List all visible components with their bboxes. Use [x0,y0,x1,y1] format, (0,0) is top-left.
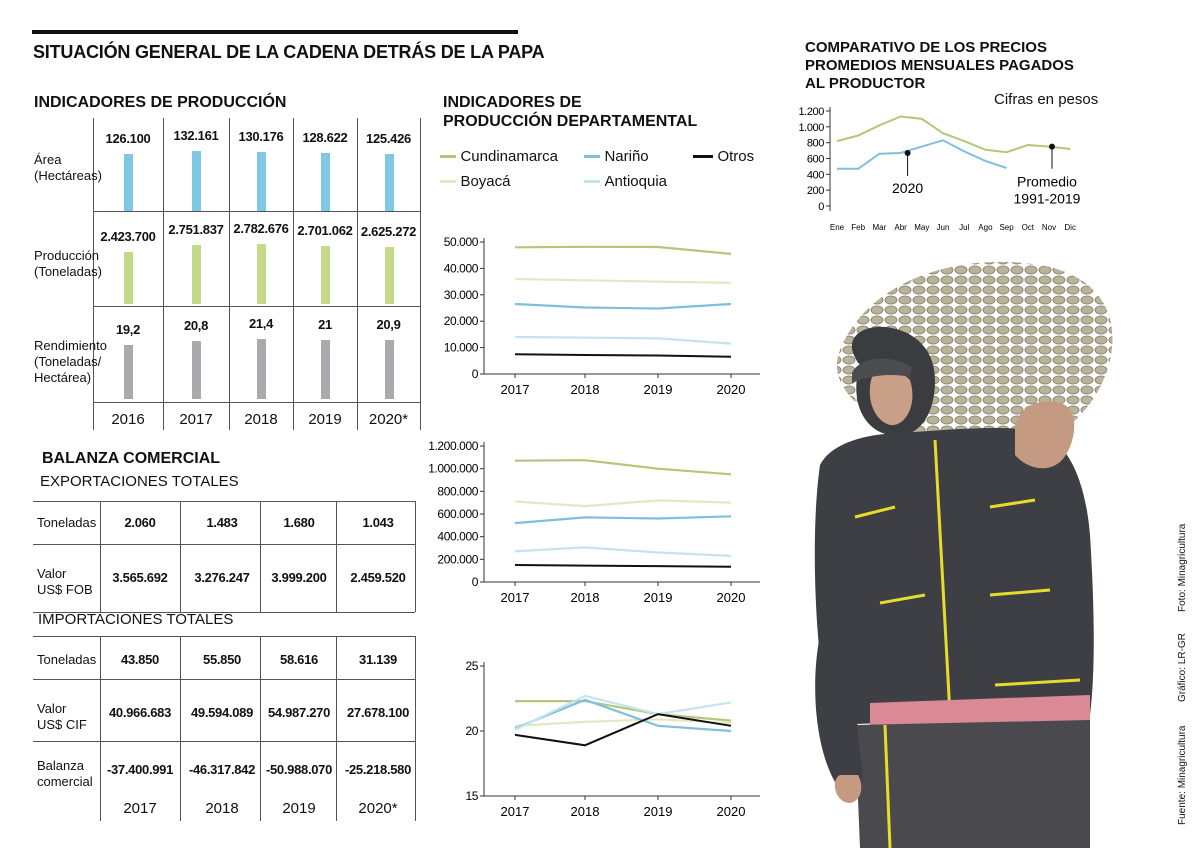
trade-value: -37.400.991 [106,762,174,777]
y-tick-label: 1.200.000 [428,439,478,453]
series-line-antioquia [515,337,731,344]
bar [257,339,266,399]
farmer-photo [800,255,1130,848]
x-tick-label: 2017 [500,590,530,605]
grid-hline [93,211,420,212]
top-rule [32,30,518,34]
bar-value-label: 21,4 [248,316,274,331]
trade-row-label [37,758,99,790]
bar [321,153,330,211]
trade-year-label: 2019 [282,800,316,817]
line-chart-área [444,235,760,397]
price-title-line1: COMPARATIVO DE LOS PRECIOS [805,39,1047,56]
y-tick-label: 600 [806,153,824,166]
dept-title-line1: INDICADORES DE [443,94,582,111]
price-series-line [837,140,1007,169]
x-tick-label: Oct [1021,223,1035,232]
legend-label-narino: Nariño [604,148,649,165]
y-tick-label: 1.200 [798,106,824,118]
bar [385,154,394,211]
row-label-line: Área [34,152,62,167]
trade-value: 54.987.270 [267,705,331,720]
grid-vline [163,118,164,430]
legend-swatch-antioquia [584,180,600,183]
dept-title-line2: PRODUCCIÓN DEPARTAMENTAL [443,113,698,130]
bar-value-label: 2.625.272 [360,224,417,240]
bar-value-label: 126.100 [105,130,151,146]
year-label: 2018 [244,411,278,428]
series-line-cundinamarca [515,247,731,254]
trade-section-title: BALANZA COMERCIAL [42,450,221,467]
trade-hline [33,741,415,742]
x-tick-label: 2019 [643,590,673,605]
trade-value: 1.043 [362,515,394,530]
legend-narino [584,148,649,166]
bar-value-label: 132.161 [173,128,219,143]
trade-value: 3.999.200 [271,570,327,585]
row-label [34,338,107,386]
x-tick-label: 2018 [570,382,600,397]
row-label-line: Hectárea) [34,370,92,385]
y-tick-label: 1.000 [798,121,824,134]
legend-antioquia [584,173,667,191]
series-line-boyacá [515,279,731,283]
bar-value-label: 2.782.676 [233,221,289,236]
legend-boyaca [440,173,511,191]
x-tick-label: 2020 [716,804,746,819]
x-tick-label: Feb [851,223,866,232]
trade-row-label [37,652,99,668]
bar-value-label: 130.176 [238,128,284,144]
bar [385,340,394,399]
year-label: 2017 [179,411,213,428]
bar-value-label: 125.426 [366,131,411,147]
bar-value-label: 128.622 [302,129,348,145]
trade-row-label-line: Toneladas [37,652,97,667]
line-chart-rendimiento [465,659,760,819]
credit-photo: Foto: Minagricultura [1177,523,1188,612]
row-label-line: Rendimiento [34,338,107,353]
y-tick-label: 1.000.000 [428,461,478,476]
x-tick-label: Abr [894,223,907,232]
price-note: Cifras en pesos [994,91,1099,108]
y-tick-label: 200.000 [437,552,478,567]
trade-row-label-line: Valor [37,701,67,716]
bar-value-label: 20,8 [183,317,209,333]
imports-title: IMPORTACIONES TOTALES [38,611,234,628]
series-line-otros [515,354,731,357]
series-line-cundinamarca [515,701,731,721]
x-tick-label: Ago [978,223,993,232]
bar-value-label: 19,2 [115,322,141,338]
bar [321,246,330,304]
x-tick-label: Sep [999,223,1014,232]
year-label: 2016 [111,411,145,428]
bar-value-label: 2.701.062 [297,222,353,238]
y-tick-label: 600.000 [437,507,478,521]
trade-value: 40.966.683 [108,705,172,720]
trade-hline [33,612,415,613]
series-line-boyacá [515,500,731,506]
legend-label-otros: Otros [717,148,755,165]
trade-value: 1.680 [283,515,315,530]
trade-table [0,0,1,1]
x-tick-label: Nov [1041,223,1057,232]
x-tick-label: 2019 [643,382,673,397]
legend [440,145,770,195]
exports-title: EXPORTACIONES TOTALES [40,473,239,490]
trade-row-label-line: comercial [37,774,93,789]
year-label: 2020* [368,411,409,428]
series-line-otros [515,565,731,567]
bar-value-label: 2.751.837 [168,221,224,237]
credit-source: Fuente: Minagricultura [1177,725,1188,825]
line-chart-producción [428,439,760,605]
x-tick-label: Jun [936,223,950,232]
bar-value-label: 21 [318,317,332,333]
legend-swatch-narino [584,155,600,158]
trade-year-label: 2018 [205,800,239,817]
x-tick-label: May [914,223,930,232]
x-tick-label: 2018 [570,804,600,819]
grid-vline [229,118,230,430]
annotation-label: Promedio [1017,173,1077,190]
price-title-line3: AL PRODUCTOR [805,75,926,92]
y-tick-label: 0 [471,575,478,589]
series-line-antioquia [515,547,731,556]
trade-value: -50.988.070 [265,762,333,777]
legend-label-cundinamarca: Cundinamarca [460,148,559,165]
row-label-line: (Hectáreas) [34,168,102,183]
grid-hline [93,306,420,307]
y-tick-label: 0 [818,201,824,213]
trade-row-label [37,701,99,733]
main-title: SITUACIÓN GENERAL DE LA CADENA DETRÁS DE LA PAPA [33,42,545,62]
credit-graphic: Gráfico: LR-GR [1177,633,1188,702]
y-tick-label: 25 [465,659,478,673]
y-tick-label: 800.000 [437,484,478,499]
y-tick-label: 20.000 [443,314,478,329]
bar [124,252,133,304]
trade-row-label-line: Toneladas [37,515,97,530]
trade-row-label [37,566,99,598]
x-tick-label: 2017 [500,382,530,397]
trade-value: -25.218.580 [344,762,412,777]
bar [321,340,330,399]
bar-value-label: 2.423.700 [100,228,156,244]
x-tick-label: Dic [1064,223,1076,232]
y-tick-label: 800 [806,137,824,150]
annotation-label: 2020 [892,179,924,196]
bar [124,345,133,399]
trade-value: 49.594.089 [190,705,254,720]
row-label [34,152,102,184]
bar [192,245,201,304]
x-tick-label: Jul [959,223,970,232]
bar [192,151,201,211]
y-tick-label: 200 [806,185,824,198]
legend-cundinamarca [440,148,558,166]
legend-otros [693,148,754,166]
legend-swatch-cundinamarca [440,155,456,158]
x-tick-label: 2017 [500,804,530,819]
series-line-nariño [515,304,731,309]
bar [192,341,201,399]
y-tick-label: 10.000 [443,340,478,355]
trade-row-label [37,515,99,531]
trade-value: 3.565.692 [112,570,168,585]
x-tick-label: Ene [829,223,845,232]
trade-row-label-line: US$ CIF [37,717,87,732]
bar [385,247,394,304]
bar [124,154,133,211]
row-label-line: (Toneladas/ [34,354,102,369]
y-tick-label: 400.000 [437,529,478,544]
legend-label-antioquia: Antioquia [604,173,668,190]
trade-value: 1.483 [206,515,238,530]
trade-year-label: 2017 [123,800,157,817]
legend-label-boyaca: Boyacá [460,173,511,190]
trade-value: 31.139 [359,652,397,667]
trade-hline [33,636,415,637]
bar [257,152,266,211]
trade-value: 3.276.247 [194,570,250,585]
row-label [34,248,102,280]
series-line-nariño [515,516,731,523]
trade-year-label: 2020* [358,800,398,817]
trade-value: 2.459.520 [350,570,406,585]
grid-vline [357,118,358,430]
trade-value: 55.850 [203,652,241,667]
row-label-line: (Toneladas) [34,264,102,279]
trade-value: 58.616 [280,652,318,667]
x-tick-label: 2020 [716,382,746,397]
x-tick-label: 2020 [716,590,746,605]
trade-value: 27.678.100 [346,705,410,720]
price-title [805,39,1074,93]
trade-value: 43.850 [121,652,159,667]
grid-hline [93,402,420,403]
y-tick-label: 400 [806,169,824,182]
grid-vline [293,118,294,430]
x-tick-label: 2019 [643,804,673,819]
production-indicators-title: INDICADORES DE PRODUCCIÓN [34,94,287,111]
trade-row-label-line: Balanza [37,758,84,773]
trade-row-label-line: US$ FOB [37,582,93,597]
legend-swatch-otros [693,155,713,158]
trade-value: 2.060 [124,515,156,530]
y-tick-label: 0 [471,367,478,381]
y-tick-label: 50.000 [443,235,478,249]
x-tick-label: Mar [872,223,887,232]
trade-hline [33,501,415,502]
bar-value-label: 20,9 [376,317,401,333]
year-label: 2019 [308,411,342,428]
legend-swatch-boyaca [440,180,456,183]
departmental-charts [420,200,780,840]
y-tick-label: 20 [465,724,478,738]
series-line-cundinamarca [515,460,731,474]
price-chart [785,98,1115,248]
bar [257,244,266,304]
y-tick-label: 30.000 [443,287,478,302]
grid-vline [420,118,421,430]
annotation-label: 1991-2019 [1013,190,1081,207]
trade-value: -46.317.842 [188,762,256,777]
price-title-line2: PROMEDIOS MENSUALES PAGADOS [805,57,1074,74]
x-tick-label: 2018 [570,590,600,605]
y-tick-label: 15 [465,789,478,803]
trade-hline [33,544,415,545]
row-label-line: Producción [34,248,100,263]
y-tick-label: 40.000 [443,261,478,276]
trade-row-label-line: Valor [37,566,67,581]
trade-hline [33,679,415,680]
